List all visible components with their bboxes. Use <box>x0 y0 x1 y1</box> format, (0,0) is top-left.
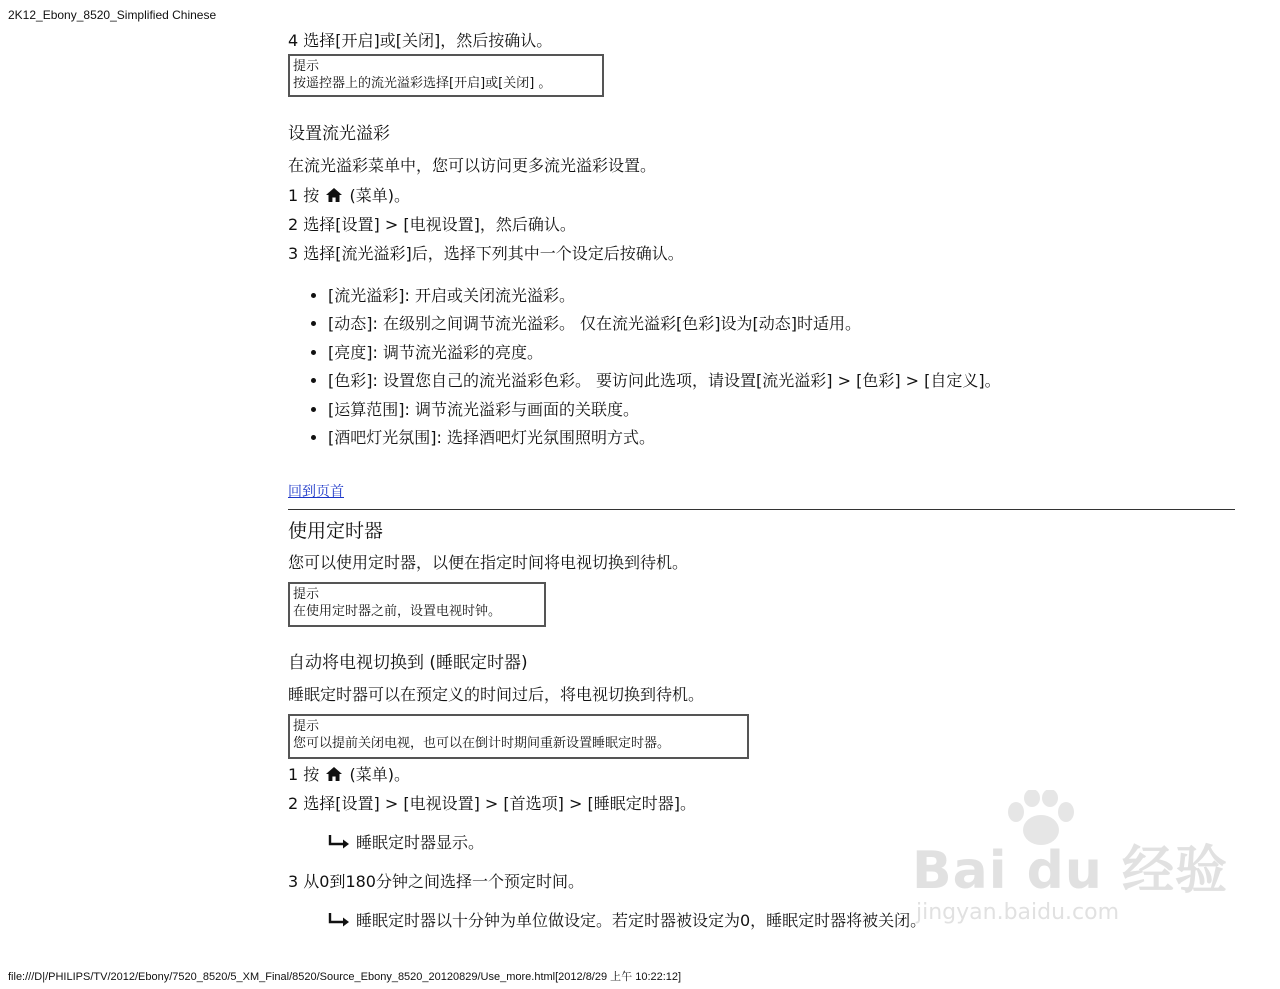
arrow-right-icon <box>328 912 352 928</box>
section-intro: 在流光溢彩菜单中，您可以访问更多流光溢彩设置。 <box>288 156 657 175</box>
list-item: • [色彩]: 设置您自己的流光溢彩色彩。 要访问此选项，请设置[流光溢彩] > [色彩] > [自定义]。 <box>328 367 1001 395</box>
section-heading-ambilight-settings: 设置流光溢彩 <box>288 124 390 144</box>
list-item: • [动态]: 在级别之间调节流光溢彩。 仅在流光溢彩[色彩]设为[动态]时适用。 <box>328 310 1001 338</box>
section-heading-timer: 使用定时器 <box>288 520 384 542</box>
document-footer-path: file:///D|/PHILIPS/TV/2012/Ebony/7520_8520/5_XM_Final/8520/Source_Ebony_8520_20120829/Use_more.html[2012/8/29 上午 10:22:12] <box>8 971 682 983</box>
section-intro: 睡眠定时器可以在预定义的时间过后，将电视切换到待机。 <box>288 685 705 704</box>
step-4-text: 4 选择[开启]或[关闭]，然后按确认。 <box>288 31 553 50</box>
tip-title: 提示 <box>293 719 320 734</box>
list-item: • [酒吧灯光氛围]: 选择酒吧灯光氛围照明方式。 <box>328 424 1001 452</box>
section-divider <box>288 509 1235 510</box>
arrow-right-icon <box>328 834 352 850</box>
step-3-text: 3 从0到180分钟之间选择一个预定时间。 <box>288 872 584 891</box>
back-to-top-link[interactable]: 回到页首 <box>288 484 344 500</box>
section-intro: 您可以使用定时器，以便在指定时间将电视切换到待机。 <box>288 553 689 572</box>
section-heading-sleep-timer: 自动将电视切换到 (睡眠定时器) <box>288 653 528 673</box>
tip-title: 提示 <box>293 59 320 74</box>
document-header: 2K12_Ebony_8520_Simplified Chinese <box>8 8 217 22</box>
step-2-text: 2 选择[设置] > [电视设置] > [首选项] > [睡眠定时器]。 <box>288 794 696 813</box>
list-item: • [亮度]: 调节流光溢彩的亮度。 <box>328 339 1001 367</box>
step-2-text: 2 选择[设置] > [电视设置]，然后确认。 <box>288 215 576 234</box>
tip-box-sleep-timer <box>288 714 749 759</box>
home-icon <box>326 188 342 202</box>
list-item: • [运算范围]: 调节流光溢彩与画面的关联度。 <box>328 396 1001 424</box>
step-2-result: 睡眠定时器显示。 <box>328 833 484 853</box>
tip-title: 提示 <box>293 587 320 602</box>
step-3-text: 3 选择[流光溢彩]后，选择下列其中一个设定后按确认。 <box>288 244 684 263</box>
baidu-watermark-brand: Bai du 经验 <box>912 841 1228 901</box>
list-item: • [流光溢彩]: 开启或关闭流光溢彩。 <box>328 282 1001 310</box>
ambilight-options-list <box>310 282 1001 452</box>
step-1-text: 1 按 (菜单)。 <box>288 765 410 784</box>
baidu-watermark-url: jingyan.baidu.com <box>916 900 1120 925</box>
step-1-text: 1 按 (菜单)。 <box>288 186 410 205</box>
step-3-result: 睡眠定时器以十分钟为单位做设定。若定时器被设定为0，睡眠定时器将被关闭。 <box>328 911 926 931</box>
tip-box-ambilight <box>288 54 604 97</box>
tip-body: 您可以提前关闭电视，也可以在倒计时期间重新设置睡眠定时器。 <box>293 736 671 751</box>
tip-box-timer <box>288 582 546 627</box>
tip-body: 按遥控器上的流光溢彩选择[开启]或[关闭] 。 <box>293 76 552 91</box>
tip-body: 在使用定时器之前，设置电视时钟。 <box>293 604 502 619</box>
home-icon <box>326 767 342 781</box>
